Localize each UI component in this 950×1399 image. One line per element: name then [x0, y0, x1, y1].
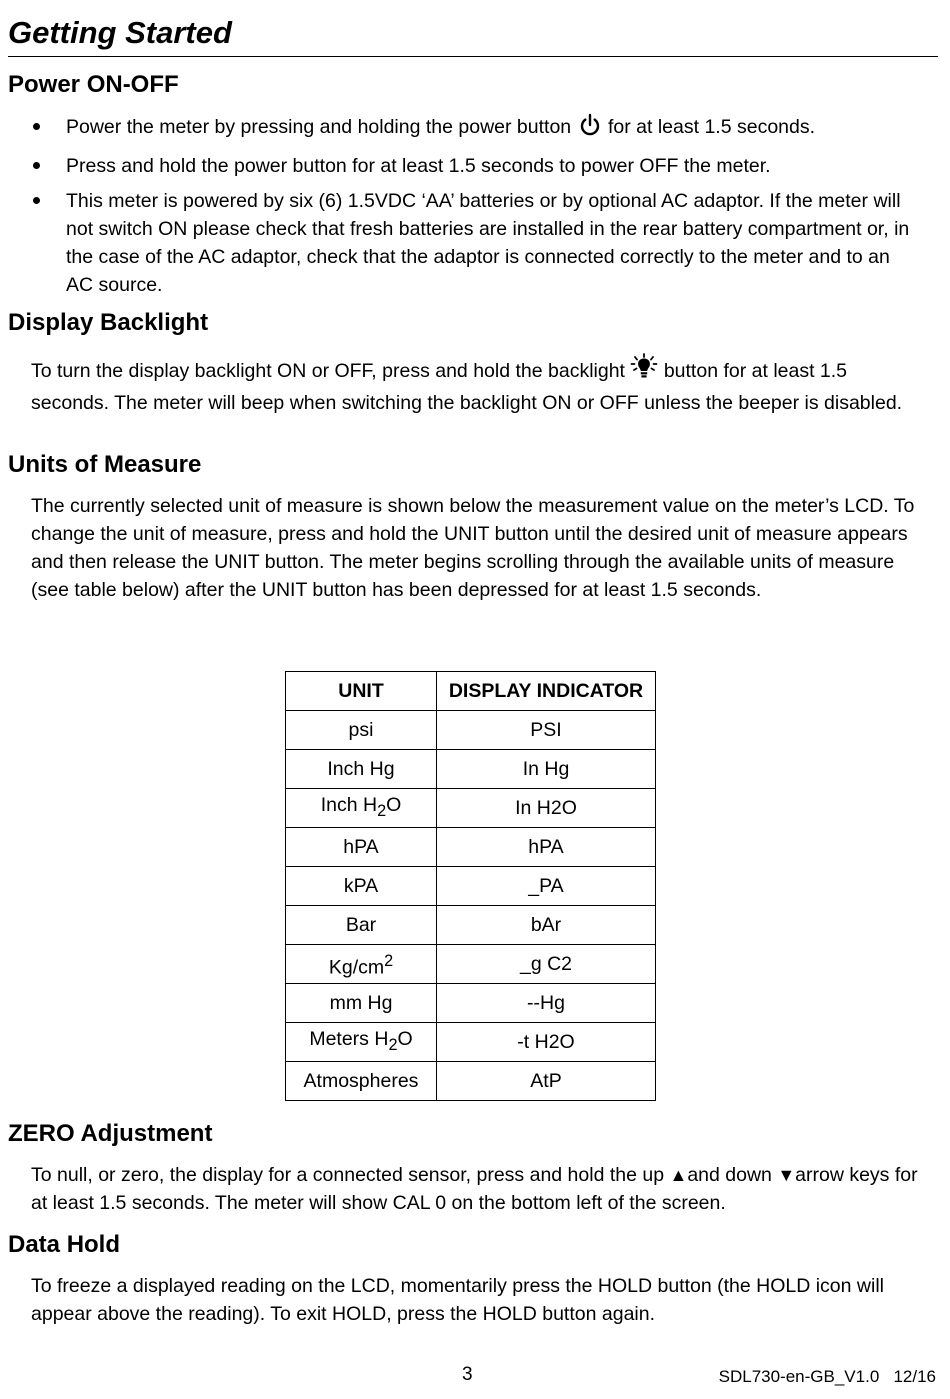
- document-id: SDL730-en-GB_V1.0 12/16: [718, 1367, 936, 1386]
- units-table: [285, 671, 656, 1101]
- table-row: [286, 867, 656, 906]
- unit-base: Kg/cm: [328, 956, 385, 979]
- power-bullet-3-text: This meter is powered by six (6) 1.5VDC ‘AA’ batteries or by optional AC adaptor. If the meter will not switch ON please check that fresh batteries are installed in the rear battery compartment or, in the case of the AC adaptor, check that the adaptor is connected correctly to the meter and to an AC source.: [66, 190, 910, 296]
- unit-subscript: 2: [388, 1035, 398, 1054]
- unit-cell: Inch Hg: [286, 750, 437, 789]
- display-cell: --Hg: [437, 984, 656, 1023]
- table-row: [286, 789, 656, 828]
- unit-end: O: [397, 1028, 413, 1051]
- zero-text-mid: and down: [687, 1164, 772, 1186]
- backlight-text: To turn the display backlight ON or OFF, press and hold the backlight: [31, 360, 625, 382]
- title-underline: [8, 56, 938, 57]
- up-arrow-icon: ▲: [669, 1165, 688, 1185]
- unit-cell: [286, 789, 437, 828]
- unit-cell: kPA: [286, 867, 437, 906]
- unit-base: Meters H: [309, 1028, 389, 1051]
- display-cell: bAr: [437, 906, 656, 945]
- unit-cell: psi: [286, 711, 437, 750]
- zero-text: To null, or zero, the display for a connected sensor, press and hold the up: [31, 1164, 665, 1186]
- unit-cell: mm Hg: [286, 984, 437, 1023]
- bullet-dot: [33, 197, 40, 204]
- table-row: [286, 1062, 656, 1101]
- zero-paragraph: [31, 1161, 926, 1217]
- table-row: [286, 906, 656, 945]
- zero-heading: ZERO Adjustment: [8, 1120, 213, 1147]
- page-title: Getting Started: [8, 15, 232, 50]
- hold-paragraph: To freeze a displayed reading on the LCD, momentarily press the HOLD button (the HOLD icon will appear above the reading). To exit HOLD, press the HOLD button again.: [31, 1275, 884, 1325]
- table-row: [286, 984, 656, 1023]
- lightbulb-icon: [630, 353, 658, 389]
- unit-cell: [286, 945, 437, 984]
- display-cell: In Hg: [437, 750, 656, 789]
- list-item: [0, 113, 911, 145]
- display-cell: -t H2O: [437, 1023, 656, 1062]
- unit-cell: hPA: [286, 828, 437, 867]
- backlight-heading: Display Backlight: [8, 309, 209, 336]
- display-cell: AtP: [437, 1062, 656, 1101]
- power-bullet-1-text: Power the meter by pressing and holding the power button: [66, 116, 572, 138]
- page-number: 3: [462, 1364, 473, 1385]
- power-bullet-1-text-end: for at least 1.5 seconds.: [608, 116, 816, 138]
- hold-heading: Data Hold: [8, 1231, 121, 1258]
- table-row: [286, 1023, 656, 1062]
- display-cell: _g C2: [437, 945, 656, 984]
- unit-cell: [286, 1023, 437, 1062]
- unit-subscript: 2: [377, 801, 387, 820]
- list-item: [0, 152, 911, 180]
- unit-cell: Atmospheres: [286, 1062, 437, 1101]
- power-heading: Power ON-OFF: [8, 71, 179, 98]
- power-bullet-2-text: Press and hold the power button for at least 1.5 seconds to power OFF the meter.: [66, 155, 771, 177]
- display-cell: _PA: [437, 867, 656, 906]
- table-row: [286, 750, 656, 789]
- table-row: [286, 828, 656, 867]
- unit-superscript: 2: [384, 951, 394, 970]
- table-row: [286, 945, 656, 984]
- power-bullet-list: [0, 113, 950, 306]
- table-row: [286, 711, 656, 750]
- display-indicator-column-header: DISPLAY INDICATOR: [437, 672, 656, 711]
- unit-base: Inch H: [320, 794, 378, 817]
- down-arrow-icon: ▼: [777, 1165, 796, 1185]
- display-cell: In H2O: [437, 789, 656, 828]
- backlight-paragraph: [31, 353, 926, 417]
- table-header-row: [286, 672, 656, 711]
- backlight-text-end: button for at least 1.5 seconds. The meter will beep when switching the backlight ON or OFF unless the beeper is disabled.: [31, 360, 903, 414]
- list-item: [0, 187, 911, 299]
- power-icon: [577, 113, 603, 145]
- bullet-dot: [33, 123, 40, 130]
- units-paragraph: The currently selected unit of measure is shown below the measurement value on the meter’s LCD. To change the unit of measure, press and hold the UNIT button until the desired unit of measure appears and then release the UNIT button. The meter begins scrolling through the available units of measure (see table below) after the UNIT button has been depressed for at least 1.5 seconds.: [31, 495, 915, 601]
- unit-cell: Bar: [286, 906, 437, 945]
- display-cell: PSI: [437, 711, 656, 750]
- unit-end: O: [386, 794, 402, 817]
- bullet-dot: [33, 162, 40, 169]
- display-cell: hPA: [437, 828, 656, 867]
- zero-text-end: arrow keys for at least 1.5 seconds. The meter will show CAL 0 on the bottom left of the screen.: [31, 1164, 918, 1214]
- unit-column-header: UNIT: [286, 672, 437, 711]
- units-heading: Units of Measure: [8, 451, 202, 478]
